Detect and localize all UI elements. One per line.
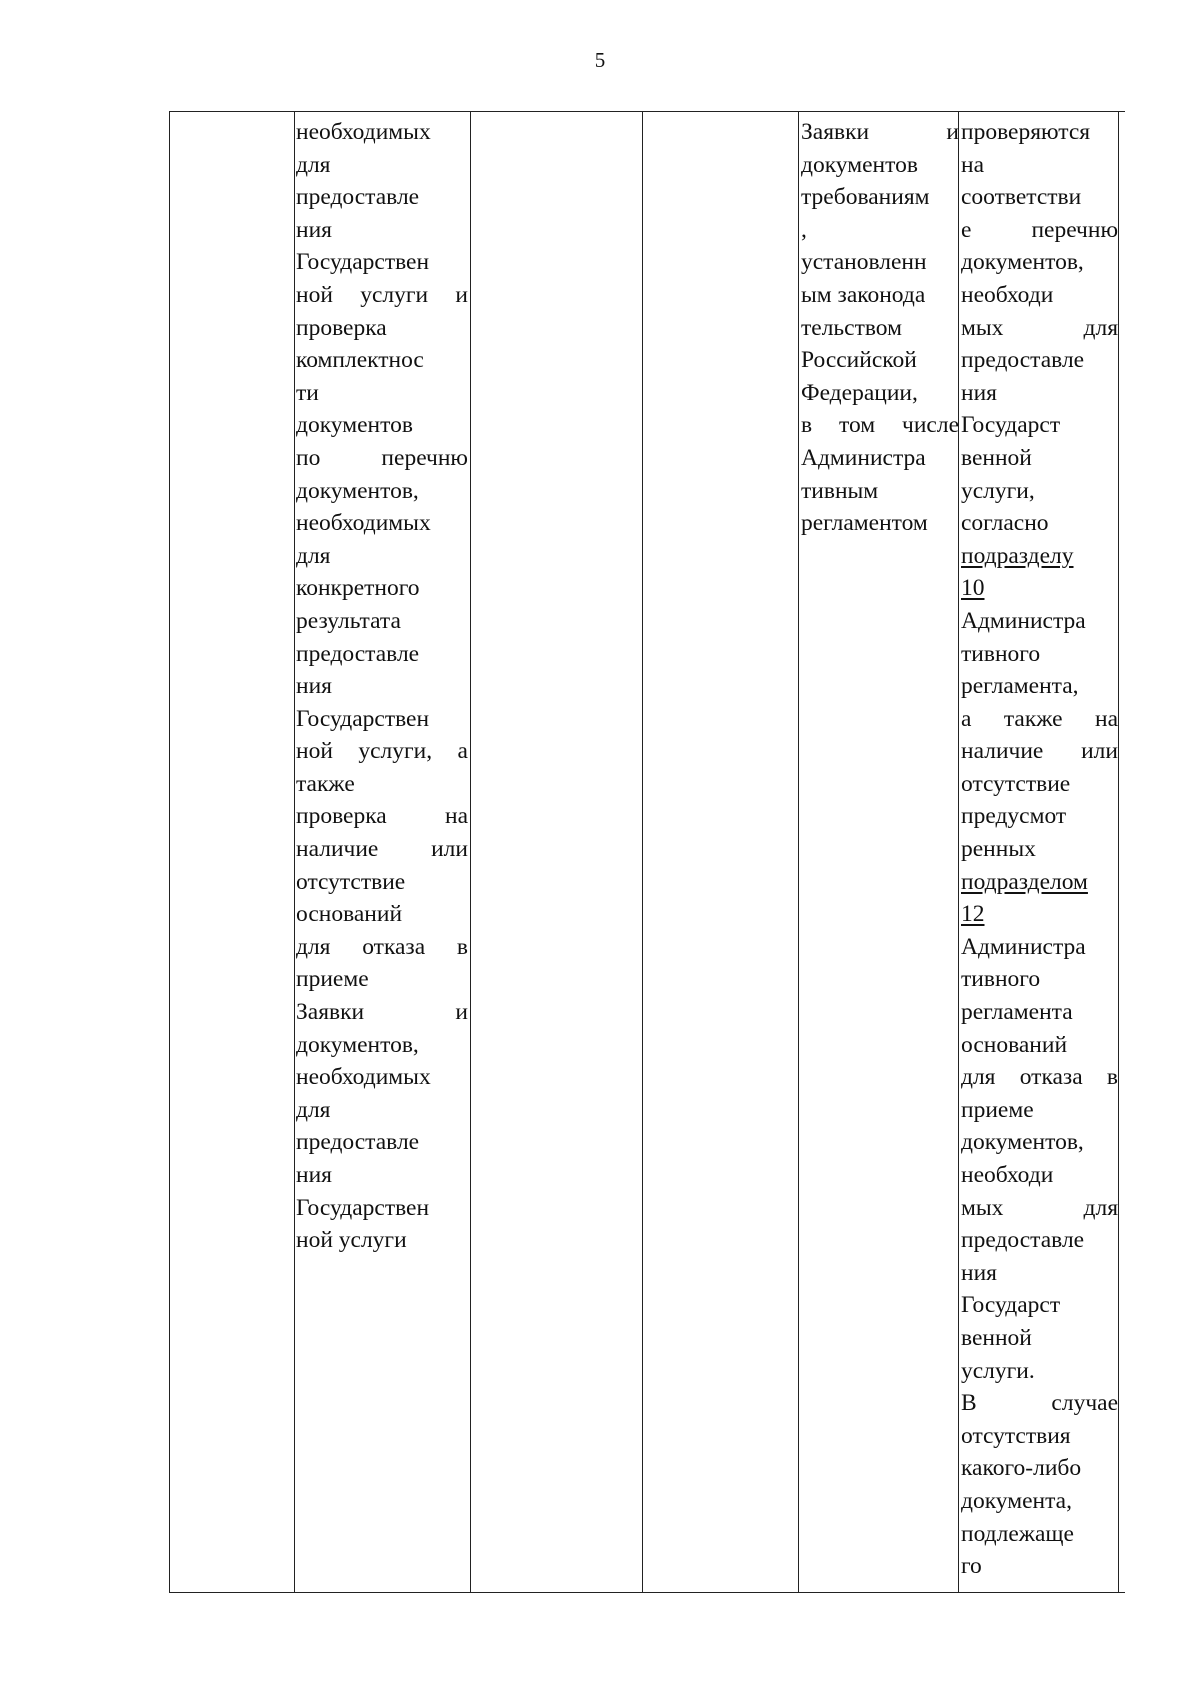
cell-text-line: для отказа в: [961, 1064, 1118, 1091]
cell-text-line: Государствен: [296, 1194, 430, 1221]
cell-text-line: подразделу: [961, 542, 1074, 569]
cell-text-line: Администра: [961, 607, 1086, 634]
table-cell-col-6: [961, 116, 1118, 1583]
cell-text-line: регламента,: [961, 673, 1079, 700]
cell-text-line: ния: [296, 216, 332, 243]
cell-text-line: 10: [961, 575, 985, 602]
cell-text-line: ым законода: [801, 281, 926, 308]
cell-text-line: для: [296, 542, 331, 569]
cell-text-line: проверка: [296, 314, 387, 341]
cell-text-line: услуги.: [961, 1357, 1035, 1384]
cell-text-line: е перечню: [961, 216, 1118, 243]
cell-text-line: наличие или: [961, 738, 1118, 765]
cell-text-line: предоставле: [296, 640, 420, 667]
cell-text-line: на: [961, 151, 985, 178]
cell-text-line: регламента: [961, 999, 1073, 1026]
cell-text-line: документов,: [961, 1129, 1084, 1156]
table-border-left: [169, 111, 170, 1593]
cell-text-line: предоставле: [961, 347, 1085, 374]
cell-text-line: приеме: [961, 1096, 1034, 1123]
cell-text-line: отсутствия: [961, 1422, 1071, 1449]
cell-text-line: необходимых: [296, 119, 431, 145]
cell-text-line: венной: [961, 1324, 1032, 1351]
cell-text-line: соответстви: [961, 184, 1082, 211]
cell-text-line: ной услуги и: [296, 281, 468, 308]
cell-text-line: предусмот: [961, 803, 1067, 830]
cell-text-line: Администра: [961, 933, 1086, 960]
cell-text-line: необходимых: [296, 1064, 431, 1091]
cell-text-line: Заявки и: [801, 119, 959, 145]
cell-text-line: документов,: [961, 249, 1084, 276]
cell-text-line: В случае: [961, 1390, 1118, 1417]
cell-text-line: венной: [961, 444, 1032, 471]
cell-text-line: в том числе: [801, 412, 959, 439]
cell-text-line: отсутствие: [296, 868, 406, 895]
cell-text-line: наличие или: [296, 836, 468, 863]
cell-text-line: Заявки и: [296, 999, 468, 1026]
cell-text-line: предоставле: [296, 1129, 420, 1156]
cell-text-line: подразделом: [961, 868, 1088, 895]
cell-text-line: ной услуги, а: [296, 738, 468, 765]
cell-text-line: документов: [296, 412, 413, 439]
cell-text-line: по перечню: [296, 444, 468, 471]
cell-text-line: документов: [801, 151, 918, 178]
cell-text-line: предоставле: [296, 184, 420, 211]
table-cell-col-5: [801, 116, 959, 540]
cell-text-line: конкретного: [296, 575, 420, 602]
cell-text-line: тивного: [961, 966, 1041, 993]
cell-text-line: ,: [801, 216, 807, 243]
cell-text-line: регламентом: [801, 510, 928, 537]
cell-text-line: Федерации,: [801, 379, 918, 406]
column-divider-1: [294, 111, 295, 1593]
cell-text-line: мых для: [961, 1194, 1118, 1221]
cell-text-line: ния: [961, 379, 997, 406]
cell-text-line: тельством: [801, 314, 902, 341]
page-number: 5: [594, 48, 606, 72]
cell-text-line: документов,: [296, 477, 419, 504]
table-cell-col-2: [296, 116, 468, 1257]
column-divider-2: [470, 111, 471, 1593]
cell-text-line: тивным: [801, 477, 879, 504]
cell-text-line: ния: [961, 1259, 997, 1286]
cell-text-line: оснований: [296, 901, 403, 928]
cell-text-line: проверяются: [961, 119, 1091, 145]
cell-text-line: требованиям: [801, 184, 930, 211]
cell-text-line: тивного: [961, 640, 1041, 667]
cell-text-line: необходи: [961, 1162, 1054, 1188]
cell-text-line: ния: [296, 673, 332, 700]
cell-text-line: установленн: [801, 249, 927, 276]
column-divider-4: [798, 111, 799, 1593]
cell-text-line: ренных: [961, 836, 1036, 863]
cell-text-line: услуги,: [961, 477, 1035, 504]
cell-text-line: Государствен: [296, 705, 430, 732]
column-divider-3: [642, 111, 643, 1593]
cell-text-line: необходи: [961, 281, 1054, 308]
cell-text-line: Государствен: [296, 249, 430, 276]
cell-text-line: мых для: [961, 314, 1118, 341]
cell-text-line: комплектнос: [296, 347, 424, 374]
cell-text-line: документа,: [961, 1487, 1072, 1514]
cell-text-line: Государст: [961, 1292, 1061, 1319]
cell-text-line: также: [296, 770, 355, 797]
cell-text-line: для: [296, 151, 331, 178]
cell-text-line: для: [296, 1096, 331, 1123]
cell-text-line: оснований: [961, 1031, 1068, 1058]
cell-text-line: Российской: [801, 347, 917, 374]
cell-text-line: подлежаще: [961, 1520, 1074, 1547]
cell-text-line: ной услуги: [296, 1227, 407, 1254]
cell-text-line: для отказа в: [296, 933, 468, 960]
cell-text-line: какого-либо: [961, 1455, 1082, 1482]
table-border-right: [1118, 111, 1119, 1593]
cell-text-line: документов,: [296, 1031, 419, 1058]
cell-text-line: ти: [296, 379, 319, 406]
cell-text-line: отсутствие: [961, 770, 1071, 797]
cell-text-line: приеме: [296, 966, 369, 993]
cell-text-line: необходимых: [296, 510, 431, 537]
cell-text-line: Администра: [801, 444, 926, 471]
cell-text-line: а также на: [961, 705, 1118, 732]
cell-text-line: результата: [296, 607, 401, 634]
cell-text-line: 12: [961, 901, 985, 928]
cell-text-line: предоставле: [961, 1227, 1085, 1254]
cell-text-line: Государст: [961, 412, 1061, 439]
cell-text-line: согласно: [961, 510, 1049, 537]
cell-text-line: го: [961, 1553, 982, 1580]
cell-text-line: проверка на: [296, 803, 468, 830]
cell-text-line: ния: [296, 1162, 332, 1188]
